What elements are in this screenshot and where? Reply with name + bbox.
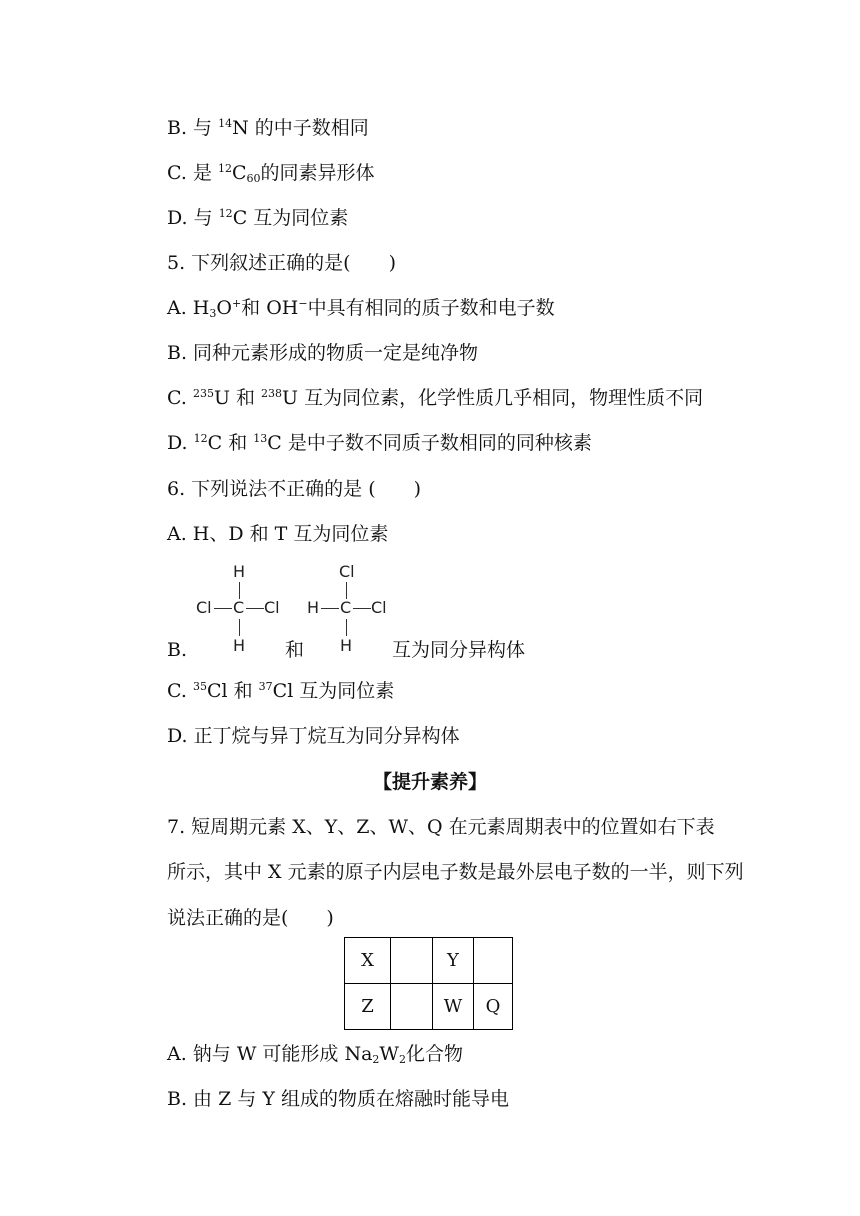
struct1-bond-left [214,608,232,609]
q5-option-a: A. $H_3O^+$和 OH−中具有相同的质子数和电子数 [167,297,555,320]
section-title: 【提升素养】 [372,771,487,793]
struct2-bond-right [353,608,371,609]
table-cell: X [345,938,391,984]
q4-option-c: C. 是 $^{12}C_{60}$的同素异形体 [167,162,375,185]
q6-option-d: D. 正丁烷与异丁烷互为同分异构体 [167,725,460,747]
struct2-bond-top [346,582,347,599]
table-cell: Q [474,984,513,1030]
struct2-bond-left [321,608,339,609]
table-cell: Y [433,938,474,984]
table-row [345,938,513,984]
table-row [345,984,513,1030]
struct1-bond-right [246,608,264,609]
q6-option-c: C. $^{35}$Cl 和 $^{37}$Cl 互为同位素 [167,680,395,702]
q5-option-d: D. $^{12}$C 和 $^{13}$C 是中子数不同质子数相同的同种核素 [167,432,592,454]
q7-option-b: B. 由 Z 与 Y 组成的物质在熔融时能导电 [167,1088,509,1110]
q6-option-a: A. H、D 和 T 互为同位素 [167,523,389,545]
struct2-bottom-atom: H [340,636,353,655]
q6-option-b-label: B. [167,639,188,661]
struct2-top-atom: Cl [339,562,355,581]
q7-stem-line-2: 所示，其中 X 元素的原子内层电子数是最外层电子数的一半，则下列 [167,861,744,883]
q6-option-b-text: 互为同分异构体 [392,639,526,661]
table-cell [391,938,433,984]
q4-option-d: D. 与 $^{12}$C 互为同位素 [167,207,349,229]
struct1-top-atom: H [233,562,246,581]
table-cell: Z [345,984,391,1030]
struct1-right-atom: Cl [264,598,280,617]
q5-stem: 5. 下列叙述正确的是( ) [167,252,396,274]
struct1-bond-bottom [239,619,240,636]
q7-stem-line-1: 7. 短周期元素 X、Y、Z、W、Q 在元素周期表中的位置如右下表 [167,816,715,838]
struct1-left-atom: Cl [196,598,212,617]
q5-option-b: B. 同种元素形成的物质一定是纯净物 [167,342,479,364]
struct1-center-atom: C [233,598,245,617]
struct2-left-atom: H [307,598,320,617]
struct2-bond-bottom [346,619,347,636]
struct1-bond-top [239,582,240,599]
q5-option-c: C. $^{235}$U 和 $^{238}$U 互为同位素，化学性质几乎相同，物理性质不同 [167,387,704,409]
struct1-bottom-atom: H [233,636,246,655]
table-cell [474,938,513,984]
struct2-center-atom: C [340,598,352,617]
q4-option-b: B. 与 $^{14}$N 的中子数相同 [167,117,369,139]
table-cell: W [433,984,474,1030]
q7-option-a: A. 钠与 W 可能形成 $Na_2W_2$化合物 [167,1043,463,1066]
q6-option-b-and: 和 [285,639,305,661]
struct2-right-atom: Cl [371,598,387,617]
periodic-table-fragment [344,937,513,1030]
table-cell [391,984,433,1030]
q7-stem-line-3: 说法正确的是( ) [167,907,334,929]
q6-stem: 6. 下列说法不正确的是 ( ) [167,478,422,500]
